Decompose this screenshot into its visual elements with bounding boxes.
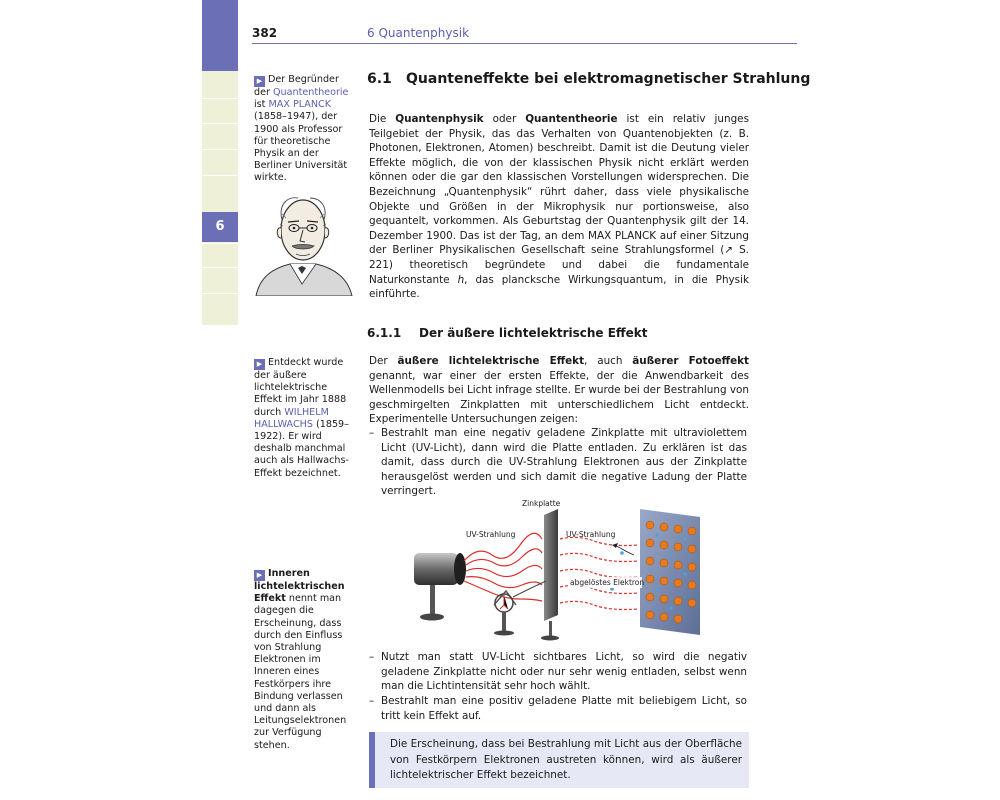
label-zinkplatte: Zinkplatte (522, 499, 561, 508)
planck-portrait (252, 188, 354, 296)
header-rule (252, 43, 797, 44)
margin-note-planck: ▶ Der Begründer der Quantentheorie ist MAX PLANCK (1858–1947), der 1900 als Professor für theoretische Physik an der Berliner Universität wirkte. (254, 74, 349, 184)
definition-text: Die Erscheinung, dass bei Bestrahlung mit Licht aus der Oberfläche von Festkörpern Elektronen austreten können, wird als äußerer lichtelektrischer Effekt bezeichnet. (390, 738, 742, 781)
term-quantentheorie: Quantentheorie (273, 87, 349, 98)
zinc-plate (544, 509, 558, 621)
subsection-number: 6.1.1 (367, 326, 402, 340)
uv-lamp (414, 553, 458, 585)
label-uv-right: UV-Strahlung (566, 530, 616, 539)
name-hallwachs: WILHELM HALLWACHS (254, 406, 329, 430)
intro-paragraph: Die Quantenphysik oder Quantentheorie ist ein relativ junges Teilgebiet der Physik, das das Verhalten von Quantenobjekten (z. B. Photonen, Elektronen, Atomen) beschreibt. Damit ist die Deutung vieler Effekte möglich, die von der klassischen Physik nicht erklärt werden können oder die gar den klassischen Vorstellungen widersprechen. Die Bezeichnung „Quantenphysik“ rührt daher, dass viele physikalische Objekte und Größen in der Mikrophysik nur portionsweise, also gequantelt, vorkommen. Als Geburtstag der Quantenphysik gilt der 14. Dezember 1900. Das ist der Tag, an dem MAX PLANCK auf einer Sitzung der Berliner Physikalischen Gesellschaft seine Strahlungsformel (↗ S. 221) theoretisch begründete und dabei die fundamentale Naturkonstante h, das plancksche Wirkungsquantum, in die Physik einführte. (369, 113, 749, 301)
uv-beams-right (560, 537, 638, 609)
definition-bar (369, 732, 375, 788)
effect-paragraph: Der äußere lichtelektrische Effekt, auch äußerer Fotoeffekt genannt, war einer der ersten Effekte, der die Anwendbarkeit des Wellenmodells bei Licht infrage stellte. Er wurde bei der Bestrahlung von geschmirgelten Zinkplatten mit unterschiedlichem Licht entdeckt. Experimentelle Untersuchungen zeigen: (369, 355, 749, 426)
margin-note-inner-effect: ▶ Inneren lichtelektrischen Effekt nennt man dagegen die Erscheinung, dass durch den Einfluss von Strahlung Elektronen im Inneren eines Festkörpers ihre Bindung verlassen und dann als Leitungselektronen zur Verfügung stehen. (254, 568, 347, 751)
chapter-tab-top (202, 0, 238, 71)
list-item: – Bestrahlt man eine negativ geladene Zinkplatte mit ultraviolettem Licht (UV-Licht), dann wird die Platte entladen. Zu erklären ist das damit, dass durch die UV-Strahlung Elektronen aus der Zinkplatte herausgelöst werden und sich damit die negative Ladung der Platte verringert. (369, 427, 747, 498)
chapter-tab-number[interactable]: 6 (202, 212, 238, 242)
arrow-icon: ▶ (254, 76, 265, 87)
margin-note-hallwachs: ▶ Entdeckt wurde der äußere lichtelektrische Effekt im Jahr 1888 durch WILHELM HALLWACHS (1859–1922). Er wird deshalb manchmal auch als Hallwachs-Effekt bezeichnet. (254, 357, 349, 479)
subsection-title: Der äußere lichtelektrische Effekt (419, 326, 648, 340)
term-inner-effect: Inneren lichtelektrischen Effekt (254, 568, 345, 605)
chapter-heading: 6 Quantenphysik (367, 26, 470, 40)
label-electron: abgelöstes Elektron (570, 578, 645, 587)
photoeffect-diagram (408, 495, 708, 643)
section-title: Quanteneffekte bei elektromagnetischer Strahlung (406, 71, 811, 87)
chapter-tab-strip (202, 71, 238, 325)
name-planck: MAX PLANCK (268, 99, 332, 111)
list-item: – Nutzt man statt UV-Licht sichtbares Licht, so wird die negativ geladene Zinkplatte nicht oder nur sehr wenig entladen, selbst wenn man die Lichtintensität sehr hoch wählt. (369, 651, 747, 693)
uv-beams-left (464, 533, 542, 601)
page-number: 382 (252, 26, 278, 40)
arrow-icon: ▶ (254, 570, 265, 581)
section-number: 6.1 (367, 71, 392, 87)
arrow-icon: ▶ (254, 359, 265, 370)
list-item: – Bestrahlt man eine positiv geladene Platte mit beliebigem Licht, so tritt kein Effekt auf. (369, 695, 747, 722)
label-uv-left: UV-Strahlung (466, 530, 516, 539)
